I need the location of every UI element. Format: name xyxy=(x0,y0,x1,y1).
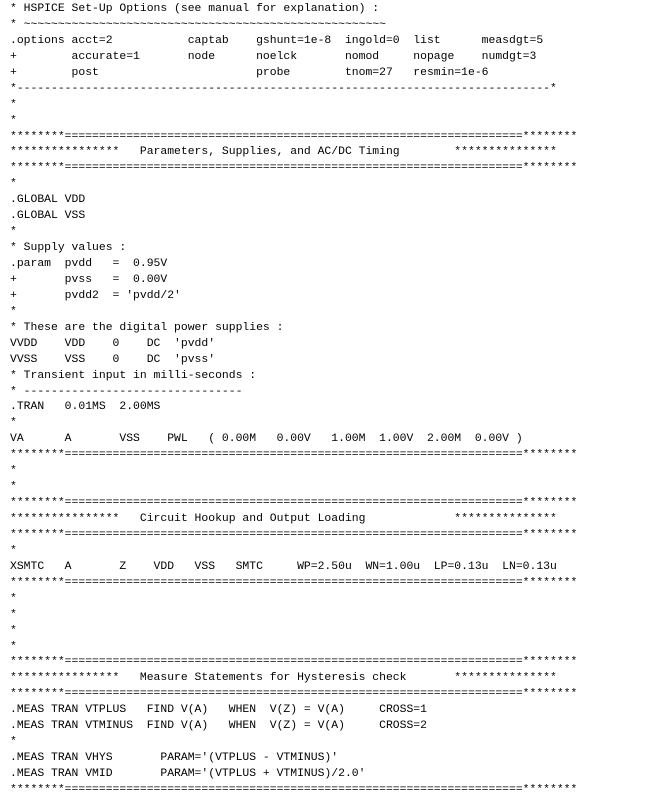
netlist-line: + post probe tnom=27 resmin=1e-6 xyxy=(10,66,489,79)
netlist-line: * xyxy=(10,178,17,191)
netlist-line: ********===================================================================******** xyxy=(10,130,578,143)
netlist-line: ********===================================================================******** xyxy=(10,449,578,462)
netlist-line: * Transient input in milli-seconds : xyxy=(10,369,257,382)
netlist-line: * xyxy=(10,544,17,557)
netlist-line: **************** Measure Statements for Hysteresis check *************** xyxy=(10,672,557,685)
netlist-line: VVDD VDD 0 DC 'pvdd' xyxy=(10,337,216,350)
netlist-line: .MEAS TRAN VTMINUS FIND V(A) WHEN V(Z) = V(A) CROSS=2 xyxy=(10,720,427,733)
netlist-line: ********===================================================================******** xyxy=(10,688,578,701)
netlist-line: ********===================================================================******** xyxy=(10,162,578,175)
netlist-line: .TRAN 0.01MS 2.00MS xyxy=(10,401,161,414)
spice-netlist-text xyxy=(10,2,577,799)
netlist-line: * xyxy=(10,465,17,478)
netlist-line: * These are the digital power supplies : xyxy=(10,321,284,334)
netlist-line: **************** Parameters, Supplies, and AC/DC Timing *************** xyxy=(10,146,557,159)
netlist-line: .GLOBAL VDD xyxy=(10,194,86,207)
netlist-line: .param pvdd = 0.95V xyxy=(10,258,168,270)
netlist-line: .MEAS TRAN VMID PARAM='(VTPLUS + VTMINUS)/2.0' xyxy=(10,768,366,780)
netlist-line: ********===================================================================******** xyxy=(10,528,578,541)
netlist-line: + pvss = 0.00V xyxy=(10,273,168,286)
netlist-line: * xyxy=(10,624,17,637)
netlist-line: * xyxy=(10,98,17,111)
netlist-line: **************** Circuit Hookup and Output Loading *************** xyxy=(10,513,557,525)
netlist-line: + pvdd2 = 'pvdd/2' xyxy=(10,289,181,302)
netlist-line: *------------------------------------------------------------------------------* xyxy=(10,82,557,95)
netlist-line: * -------------------------------- xyxy=(10,385,243,398)
netlist-line: * xyxy=(10,736,17,749)
netlist-line: .MEAS TRAN VTPLUS FIND V(A) WHEN V(Z) = V(A) CROSS=1 xyxy=(10,704,427,717)
netlist-line: VA A VSS PWL ( 0.00M 0.00V 1.00M 1.00V 2.00M 0.00V ) xyxy=(10,433,523,446)
netlist-line: .options acct=2 captab gshunt=1e-8 ingold=0 list measdgt=5 xyxy=(10,34,544,47)
netlist-line: * xyxy=(10,417,17,430)
netlist-line: * xyxy=(10,592,17,605)
netlist-line: ********===================================================================******** xyxy=(10,576,578,589)
netlist-line: * xyxy=(10,114,17,127)
netlist-line: * xyxy=(10,481,17,494)
netlist-line: * xyxy=(10,226,17,239)
netlist-line: * HSPICE Set-Up Options (see manual for explanation) : xyxy=(10,3,380,15)
netlist-line: * ~~~~~~~~~~~~~~~~~~~~~~~~~~~~~~~~~~~~~~~~~~~~~~~~~~~~~ xyxy=(10,18,386,31)
netlist-line: + accurate=1 node noelck nomod nopage numdgt=3 xyxy=(10,50,537,63)
netlist-line: XSMTC A Z VDD VSS SMTC WP=2.50u WN=1.00u LP=0.13u LN=0.13u xyxy=(10,560,557,573)
netlist-line: ********===================================================================******** xyxy=(10,497,578,510)
netlist-line: ********===================================================================******** xyxy=(10,783,578,796)
netlist-line: ********===================================================================******** xyxy=(10,656,578,669)
netlist-line: * xyxy=(10,608,17,621)
netlist-line: * Supply values : xyxy=(10,242,127,255)
netlist-line: VVSS VSS 0 DC 'pvss' xyxy=(10,353,216,366)
netlist-line: * xyxy=(10,305,17,318)
netlist-line: * xyxy=(10,640,17,653)
netlist-line: .MEAS TRAN VHYS PARAM='(VTPLUS - VTMINUS)' xyxy=(10,752,339,765)
netlist-line: .GLOBAL VSS xyxy=(10,210,86,223)
